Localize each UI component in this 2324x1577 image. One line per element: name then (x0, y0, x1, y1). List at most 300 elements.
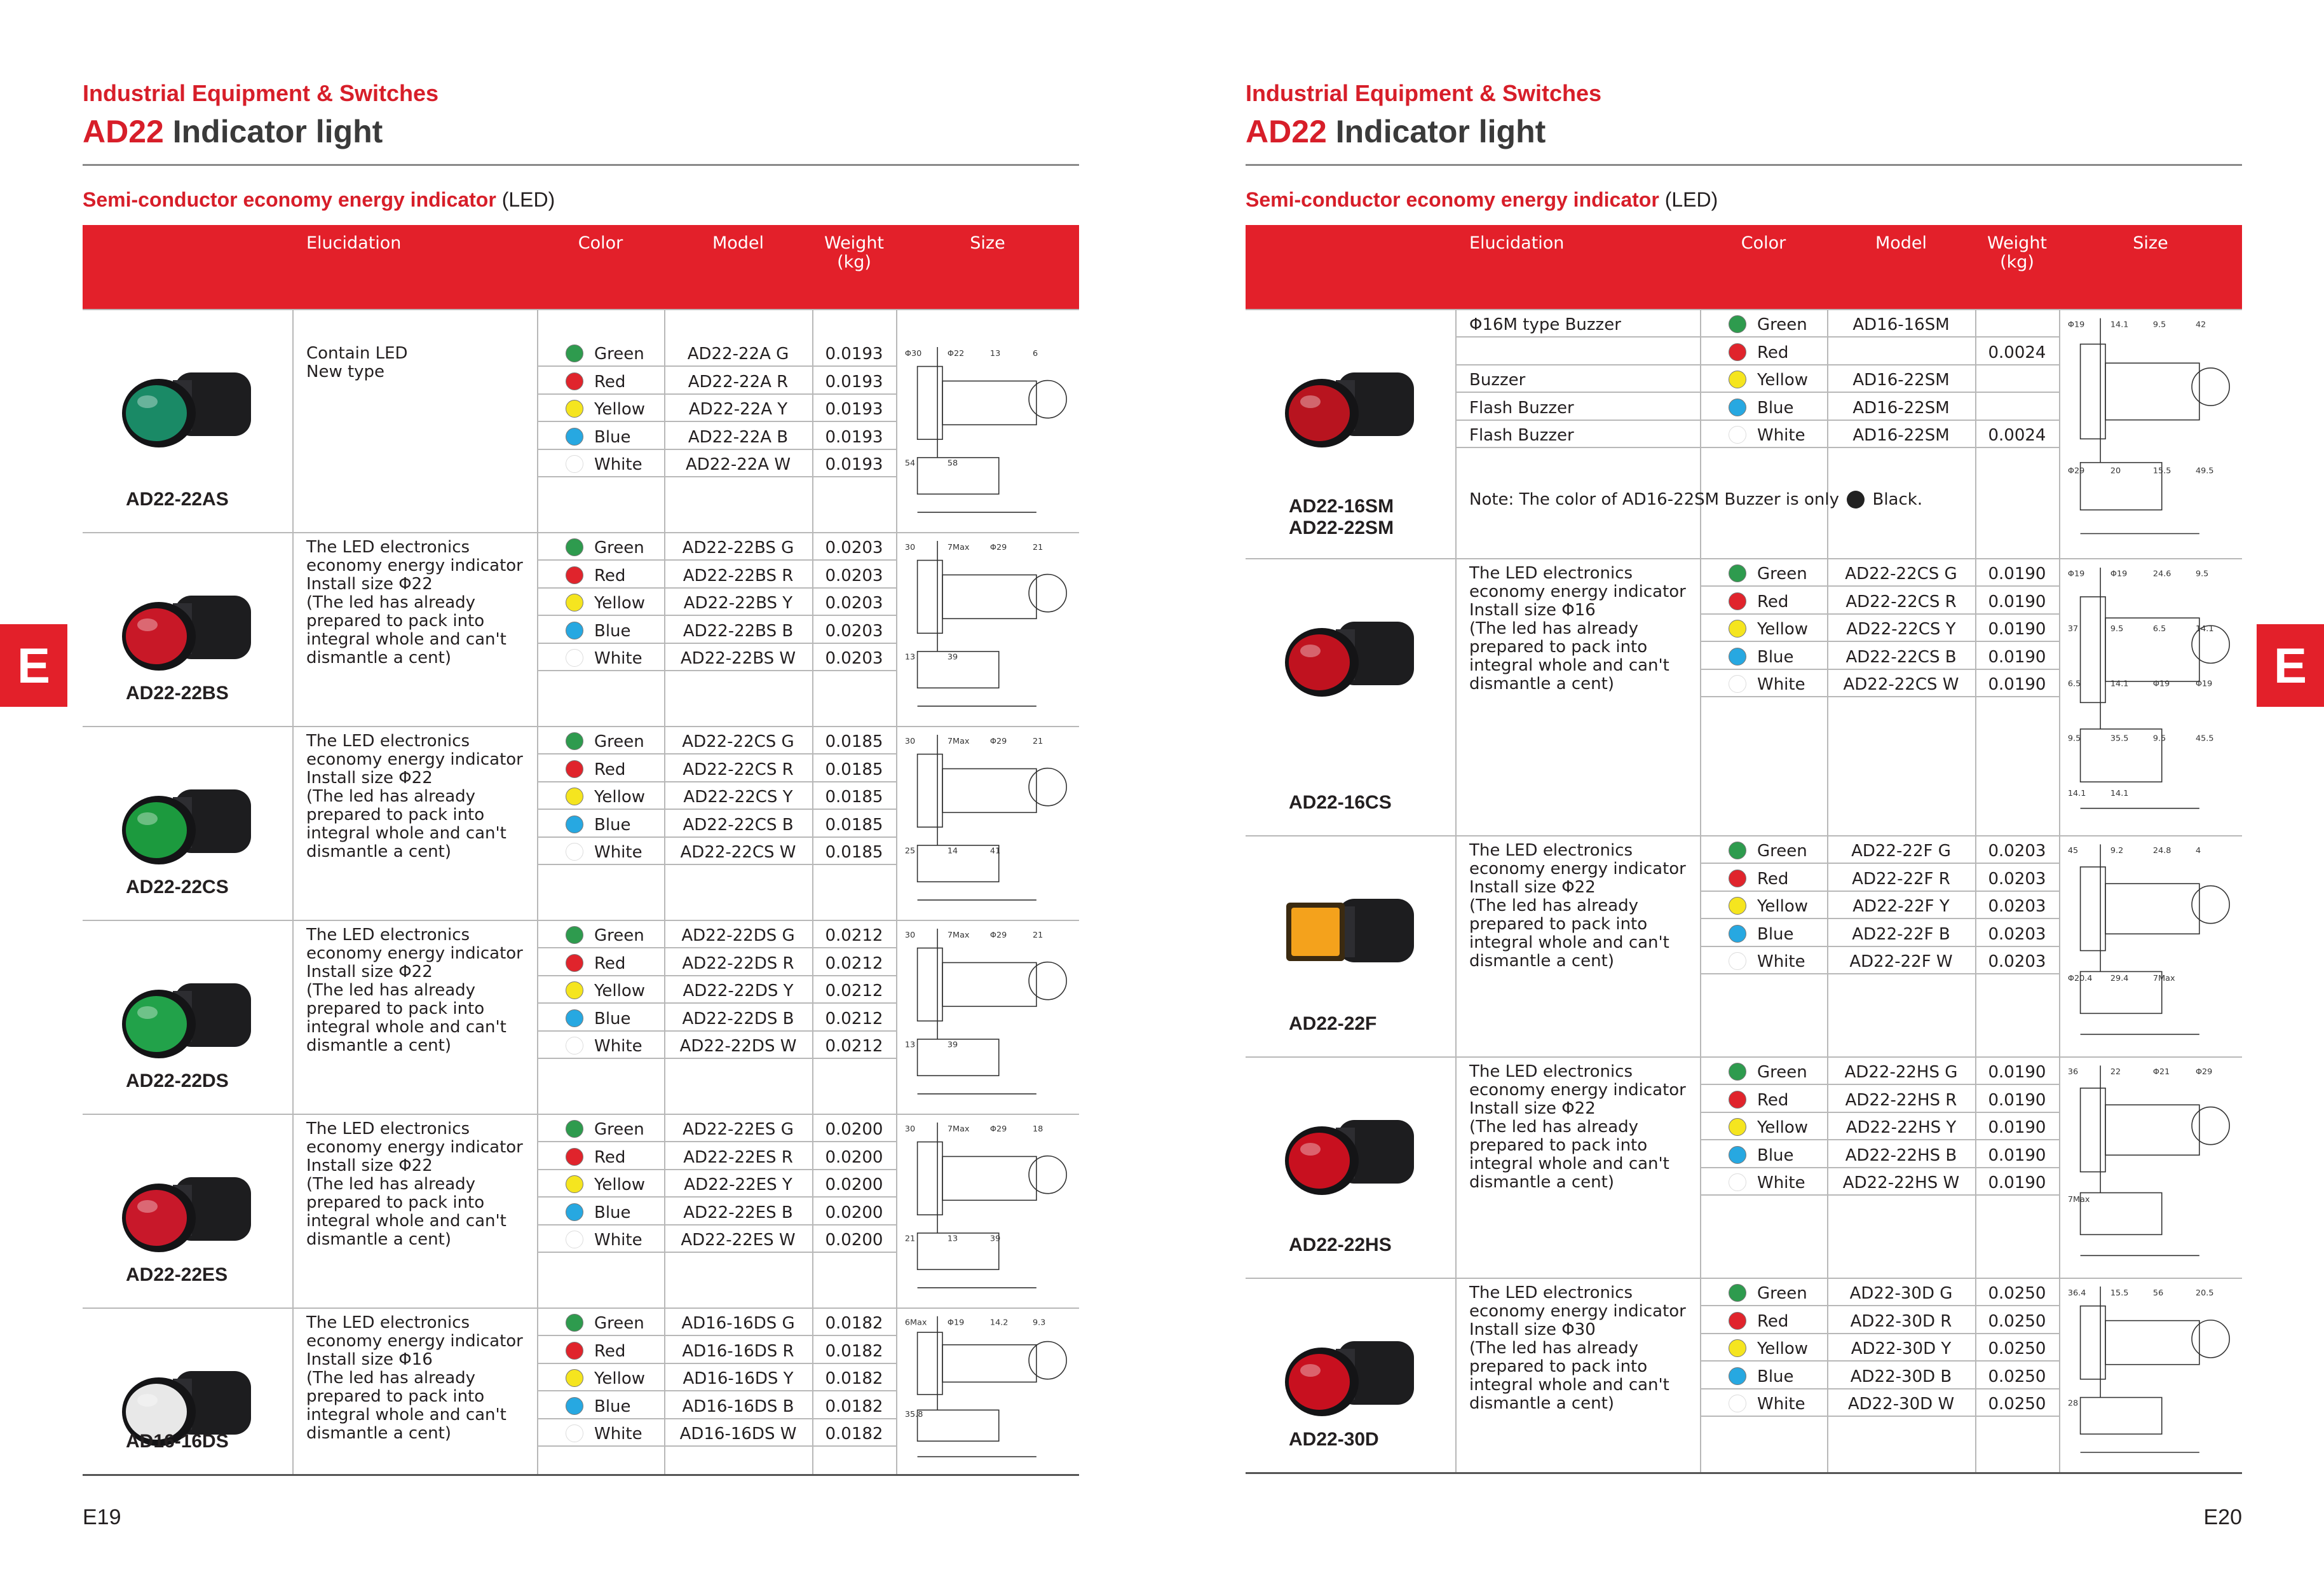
dimension-label: 18 (1032, 1124, 1043, 1134)
color-label: Blue (1757, 1367, 1794, 1386)
dimension-label: Φ19 (2067, 569, 2085, 579)
color-label: White (1757, 675, 1805, 694)
model-code: AD16-16DS R (682, 1341, 794, 1361)
weight-value: 0.0182 (825, 1369, 883, 1388)
dimension-label: 39 (947, 1040, 958, 1050)
color-label: Red (1757, 1090, 1789, 1110)
column-divider (2059, 1279, 2060, 1472)
variant-row (537, 949, 896, 976)
color-label: Blue (594, 815, 631, 835)
dimension-label: Φ21 (2152, 1067, 2170, 1077)
product-name: AD22-16SM (1289, 496, 1394, 517)
color-label: Red (1757, 343, 1789, 362)
drawing-barrel (942, 381, 1036, 425)
variant-row (537, 1392, 896, 1419)
weight-value: 0.0190 (1988, 1145, 2046, 1165)
variant-row (1700, 1362, 2059, 1389)
model-code: AD22-22CS R (683, 760, 794, 779)
section-tab-left: E (0, 624, 67, 707)
drawing-front-view (2192, 1107, 2229, 1145)
drawing-body (2081, 1306, 2105, 1379)
color-label: Yellow (1757, 1118, 1809, 1137)
weight-value: 0.0193 (825, 455, 883, 474)
dimension-label: 21 (1032, 542, 1043, 552)
table-header (83, 225, 1079, 309)
drawing-barrel (2105, 1105, 2199, 1155)
weight-value: 0.0203 (1988, 897, 2046, 916)
color-swatch (566, 1037, 583, 1055)
color-swatch (1729, 1312, 1746, 1330)
weight-value: 0.0190 (1988, 620, 2046, 639)
product-photo (114, 355, 261, 463)
dimension-drawing (2063, 1062, 2238, 1274)
weight-value: 0.0193 (825, 400, 883, 419)
drawing-front-view (1029, 1156, 1066, 1194)
color-label: Yellow (594, 981, 646, 1000)
product-row-ad22-30d (1246, 1278, 2242, 1472)
dimension-drawing (900, 1313, 1075, 1470)
drawing-body (918, 366, 942, 439)
color-swatch (566, 1231, 583, 1248)
product-name: AD22-22CS (126, 877, 229, 898)
variant-row (1700, 393, 2059, 421)
color-swatch (1729, 1284, 1746, 1302)
drawing-body (918, 560, 942, 633)
model-code: AD22-30D B (1850, 1367, 1952, 1386)
color-label: Green (1757, 842, 1807, 861)
buzzer-description-row (1455, 310, 1700, 338)
buzzer-description: Flash Buzzer (1469, 426, 1574, 445)
lamp-highlight (137, 1006, 158, 1019)
column-divider (1455, 1279, 1457, 1472)
drawing-side-view (2081, 463, 2162, 510)
color-label: Green (594, 1314, 644, 1333)
lamp-highlight (1300, 1364, 1321, 1377)
dimension-drawing (900, 1119, 1075, 1304)
dimension-label: 13 (904, 652, 916, 662)
variant-row (537, 450, 896, 477)
product-description: The LED electronics economy energy indicator Install size Φ22 (The led has already prepared to pack into integral whole and can't dismantle a cent) (306, 1119, 523, 1249)
drawing-body (918, 754, 942, 827)
model-code: AD22-22A G (687, 345, 789, 364)
model-code: AD22-30D Y (1851, 1339, 1952, 1358)
variant-row (1700, 1086, 2059, 1113)
dimension-label: 42 (2195, 320, 2206, 330)
weight-value: 0.0193 (825, 372, 883, 392)
product-photo (114, 772, 261, 880)
drawing-barrel (942, 1345, 1036, 1382)
lamp-highlight (137, 1394, 158, 1407)
header-color: Color (1741, 233, 1786, 253)
weight-value: 0.0185 (825, 843, 883, 862)
color-label: Red (594, 760, 626, 779)
dimension-label: Φ22 (947, 348, 965, 358)
column-divider (292, 1115, 294, 1307)
column-divider (292, 310, 294, 532)
weight-value: 0.0200 (825, 1120, 883, 1139)
dimension-drawing (2063, 840, 2238, 1053)
variant-row (537, 1032, 896, 1059)
product-row-ad22-22f (1246, 835, 2242, 1056)
note-text-end: Black. (1867, 489, 1923, 509)
color-label: Red (594, 372, 626, 392)
catalog-page-left (83, 0, 1079, 1577)
model-code: AD22-22A W (685, 455, 791, 474)
lamp-highlight (1300, 1143, 1321, 1156)
color-label: Yellow (1757, 371, 1809, 390)
variant-row (1700, 1141, 2059, 1168)
weight-value: 0.0190 (1988, 1118, 2046, 1137)
model-code: AD22-30D R (1850, 1311, 1952, 1331)
dimension-label: 39 (989, 1234, 1001, 1244)
model-code: AD16-16DS B (682, 1396, 794, 1416)
lamp-lens (126, 996, 187, 1052)
model-code: AD22-22DS R (682, 953, 794, 973)
variant-row (537, 1004, 896, 1032)
model-code: AD22-22HS R (1845, 1090, 1957, 1110)
color-label: Green (594, 1120, 644, 1139)
table-bottom-rule (1246, 1472, 2242, 1474)
page-number: E20 (2203, 1505, 2242, 1529)
color-swatch (1729, 1091, 1746, 1109)
header-weight: Weight (kg) (1987, 233, 2048, 272)
color-label: White (1757, 426, 1805, 445)
dimension-label: Φ20.4 (2067, 974, 2093, 984)
weight-value: 0.0203 (825, 649, 883, 668)
weight-value: 0.0203 (1988, 842, 2046, 861)
section-heading: Semi-conductor economy energy indicator (LED) (1246, 188, 1718, 211)
weight-value: 0.0185 (825, 732, 883, 751)
weight-value: 0.0250 (1988, 1284, 2046, 1303)
column-divider (2059, 1058, 2060, 1278)
product-description: The LED electronics economy energy indicator Install size Φ22 (The led has already prepared to pack into integral whole and can't dismantle a cent) (306, 925, 523, 1055)
product-name: AD22-22DS (126, 1070, 229, 1091)
color-swatch (566, 954, 583, 972)
color-label: Blue (594, 621, 631, 641)
dimension-label: 36 (2067, 1067, 2079, 1077)
dimension-label: 21 (1032, 736, 1043, 746)
drawing-barrel (2105, 1321, 2199, 1365)
dimension-drawing (900, 537, 1075, 722)
catalog-page-right (1246, 0, 2242, 1577)
model-code: AD22-22ES B (683, 1203, 793, 1222)
dimension-label: 7Max (947, 736, 970, 746)
color-swatch (1729, 315, 1746, 333)
dimension-label: 7Max (2067, 1195, 2090, 1205)
weight-value: 0.0250 (1988, 1367, 2046, 1386)
dimension-label: Φ19 (947, 1318, 965, 1328)
color-swatch (1729, 1367, 1746, 1385)
model-code: AD22-22ES G (683, 1120, 794, 1139)
dimension-label: Φ29 (2067, 466, 2085, 476)
variant-row (537, 644, 896, 671)
dimension-label: 14 (947, 846, 958, 856)
color-swatch (566, 981, 583, 999)
weight-value: 0.0190 (1988, 675, 2046, 694)
model-code: AD22-22CS G (1845, 564, 1957, 584)
page-title: AD22 Indicator light (1246, 114, 1546, 149)
color-swatch (566, 566, 583, 584)
drawing-barrel (942, 1156, 1036, 1200)
product-name: AD22-22BS (126, 683, 229, 704)
product-description: The LED electronics economy energy indicator Install size Φ22 (The led has already prepared to pack into integral whole and can't dismantle a cent) (306, 732, 523, 861)
variant-row (537, 1170, 896, 1198)
buzzer-description: Buzzer (1469, 371, 1526, 390)
dimension-label: 7Max (947, 930, 970, 940)
dimension-label: 13 (904, 1040, 916, 1050)
column-divider (896, 921, 897, 1114)
dimension-label: 49.5 (2195, 466, 2214, 476)
color-swatch (1729, 952, 1746, 970)
model-code: AD22-22BS B (683, 621, 794, 641)
drawing-front-view (1029, 381, 1066, 418)
color-swatch (1729, 842, 1746, 859)
color-swatch (1729, 1063, 1746, 1081)
color-swatch (1729, 897, 1746, 915)
lamp-lens (126, 802, 187, 858)
dimension-label: 29.4 (2110, 974, 2129, 984)
weight-value: 0.0190 (1988, 592, 2046, 611)
color-swatch (566, 788, 583, 805)
model-code: AD22-22ES R (683, 1147, 793, 1167)
color-label: Yellow (594, 400, 646, 419)
dimension-label: 28 (2067, 1398, 2079, 1409)
weight-value: 0.0185 (825, 760, 883, 779)
dimension-label: 22 (2110, 1067, 2121, 1077)
dimension-label: 15.5 (2110, 1288, 2129, 1298)
weight-value: 0.0190 (1988, 1090, 2046, 1110)
dimension-label: 54 (904, 458, 916, 468)
buzzer-description-row (1455, 365, 1700, 393)
color-label: White (594, 1037, 642, 1056)
lamp-highlight (1300, 395, 1321, 408)
drawing-barrel (942, 962, 1036, 1006)
model-code: AD16-16SM (1852, 315, 1950, 334)
weight-value: 0.0182 (825, 1396, 883, 1416)
variant-row (537, 1143, 896, 1170)
color-swatch (566, 926, 583, 944)
color-label: Green (594, 926, 644, 945)
dimension-label: Φ29 (2195, 1067, 2213, 1077)
product-photo (1277, 881, 1424, 989)
color-label: Yellow (594, 1175, 646, 1194)
column-divider (292, 533, 294, 726)
product-photo (114, 578, 261, 686)
variant-row (1700, 1334, 2059, 1362)
buzzer-description-row (1455, 338, 1700, 365)
table-bottom-rule (83, 1474, 1079, 1476)
color-swatch (1729, 1146, 1746, 1164)
weight-value: 0.0193 (825, 427, 883, 447)
dimension-label: Φ29 (989, 1124, 1007, 1134)
dimension-label: Φ30 (904, 348, 922, 358)
dimension-label: 6Max (904, 1318, 927, 1328)
dimension-label: 35.8 (904, 1410, 923, 1420)
product-photo (1277, 1102, 1424, 1210)
variant-row (1700, 670, 2059, 697)
variant-row (1700, 947, 2059, 974)
variant-row (1700, 920, 2059, 947)
variant-row (537, 561, 896, 589)
model-code: AD22-22DS W (679, 1037, 797, 1056)
variant-row (1700, 559, 2059, 587)
lamp-lens (126, 385, 187, 441)
product-name: AD22-22HS (1289, 1234, 1392, 1255)
dimension-label: 37 (2067, 624, 2079, 634)
drawing-body (918, 948, 942, 1021)
variant-row (1700, 836, 2059, 864)
product-photo (114, 966, 261, 1074)
column-divider (2059, 310, 2060, 558)
dimension-label: Φ19 (2110, 569, 2128, 579)
color-label: Blue (1757, 398, 1794, 418)
drawing-side-view (2081, 1193, 2162, 1235)
weight-value: 0.0182 (825, 1314, 883, 1333)
product-photo (1277, 604, 1424, 712)
dimension-label: 39 (947, 652, 958, 662)
buzzer-description-row (1455, 393, 1700, 421)
dimension-label: 58 (947, 458, 958, 468)
column-divider (1455, 836, 1457, 1056)
variant-row (1700, 1058, 2059, 1085)
drawing-barrel (942, 575, 1036, 618)
color-swatch (566, 538, 583, 556)
dimension-label: 13 (947, 1234, 958, 1244)
color-swatch (566, 1203, 583, 1221)
dimension-label: Φ19 (2152, 679, 2170, 689)
color-swatch (566, 622, 583, 639)
color-swatch (1729, 592, 1746, 610)
color-swatch (566, 372, 583, 390)
color-label: Blue (1757, 1145, 1794, 1165)
drawing-barrel (2105, 884, 2199, 934)
weight-value: 0.0203 (825, 594, 883, 613)
category-heading: Industrial Equipment & Switches (1246, 80, 1602, 106)
color-label: Blue (594, 427, 631, 447)
dimension-label: 20.5 (2195, 1288, 2214, 1298)
color-swatch (1729, 1118, 1746, 1136)
color-label: Blue (594, 1009, 631, 1028)
variant-row (537, 1337, 896, 1364)
model-code: AD22-22ES W (681, 1231, 796, 1250)
color-swatch (566, 816, 583, 833)
header-model: Model (1875, 233, 1927, 253)
weight-value: 0.0024 (1988, 343, 2046, 362)
color-swatch (1729, 1173, 1746, 1191)
model-code: AD22-22CS R (1845, 592, 1957, 611)
drawing-side-view (918, 1039, 999, 1075)
model-code: AD16-22SM (1852, 426, 1950, 445)
color-swatch (1729, 648, 1746, 666)
color-label: Green (594, 538, 644, 557)
product-row-ad22-22bs (83, 532, 1079, 726)
color-swatch (1729, 620, 1746, 638)
color-label: White (594, 843, 642, 862)
lamp-highlight (1300, 645, 1321, 657)
column-divider (896, 1309, 897, 1474)
dimension-label: 4 (2195, 846, 2201, 856)
dimension-label: 7Max (947, 1124, 970, 1134)
drawing-front-view (2192, 1320, 2229, 1358)
column-divider (292, 727, 294, 920)
dimension-drawing (900, 925, 1075, 1110)
drawing-side-view (2081, 1398, 2162, 1435)
dimension-label: 7Max (947, 542, 970, 552)
dimension-label: 9.5 (2195, 569, 2209, 579)
color-swatch (1729, 1339, 1746, 1357)
color-label: Red (594, 566, 626, 585)
lamp-highlight (137, 395, 158, 408)
dimension-label: 9.5 (2152, 734, 2166, 744)
lamp-lens (126, 608, 187, 664)
model-code: AD22-22BS R (683, 566, 794, 585)
column-divider (896, 727, 897, 920)
page-number: E19 (83, 1505, 121, 1529)
product-name: AD22-22AS (126, 489, 229, 510)
dimension-label: Φ29 (989, 542, 1007, 552)
header-color: Color (578, 233, 623, 253)
title-divider (83, 164, 1079, 166)
model-code: AD22-22BS G (682, 538, 794, 557)
drawing-body (2081, 344, 2105, 439)
weight-value: 0.0203 (1988, 924, 2046, 944)
model-code: AD16-16DS Y (683, 1369, 794, 1388)
dimension-label: 24.8 (2152, 846, 2171, 856)
model-code: AD22-22A B (688, 427, 789, 447)
weight-value: 0.0212 (825, 926, 883, 945)
dimension-label: 13 (989, 348, 1001, 358)
product-row-ad22-22hs (1246, 1056, 2242, 1278)
variant-row (1700, 892, 2059, 919)
product-row-ad22-22cs (83, 726, 1079, 920)
header-elucidation: Elucidation (1469, 233, 1565, 253)
dimension-label: 9.2 (2110, 846, 2124, 856)
column-divider (896, 1115, 897, 1307)
weight-value: 0.0212 (825, 981, 883, 1000)
product-description: The LED electronics economy energy indicator Install size Φ22 (The led has already prepared to pack into integral whole and can't dismantle a cent) (1469, 1062, 1686, 1192)
column-divider (1455, 559, 1457, 835)
variant-row (537, 921, 896, 948)
model-code: AD22-22CS Y (683, 788, 793, 807)
product-photo (1277, 355, 1424, 463)
weight-value: 0.0190 (1988, 647, 2046, 667)
lamp-lens (1289, 385, 1350, 441)
dimension-drawing (2063, 1283, 2238, 1468)
weight-value: 0.0203 (1988, 952, 2046, 971)
dimension-label: 21 (904, 1234, 916, 1244)
weight-value: 0.0203 (825, 566, 883, 585)
variant-row (537, 838, 896, 865)
dimension-label: 14.2 (989, 1318, 1009, 1328)
drawing-side-view (918, 1233, 999, 1269)
variant-row (1700, 421, 2059, 448)
color-label: Green (1757, 1063, 1807, 1082)
weight-value: 0.0212 (825, 1037, 883, 1056)
dimension-label: 7Max (2152, 974, 2175, 984)
drawing-front-view (1029, 575, 1066, 612)
model-code: AD22-22CS W (680, 843, 796, 862)
drawing-front-view (1029, 768, 1066, 806)
variant-row (537, 589, 896, 616)
color-swatch (566, 1369, 583, 1387)
model-code: AD22-22DS Y (683, 981, 794, 1000)
dimension-label: 9.3 (1032, 1318, 1046, 1328)
variant-row (1700, 1279, 2059, 1306)
product-row-ad22-22es (83, 1114, 1079, 1307)
weight-value: 0.0185 (825, 788, 883, 807)
model-code: AD22-22DS G (681, 926, 795, 945)
product-row-ad22-22as (83, 309, 1079, 532)
